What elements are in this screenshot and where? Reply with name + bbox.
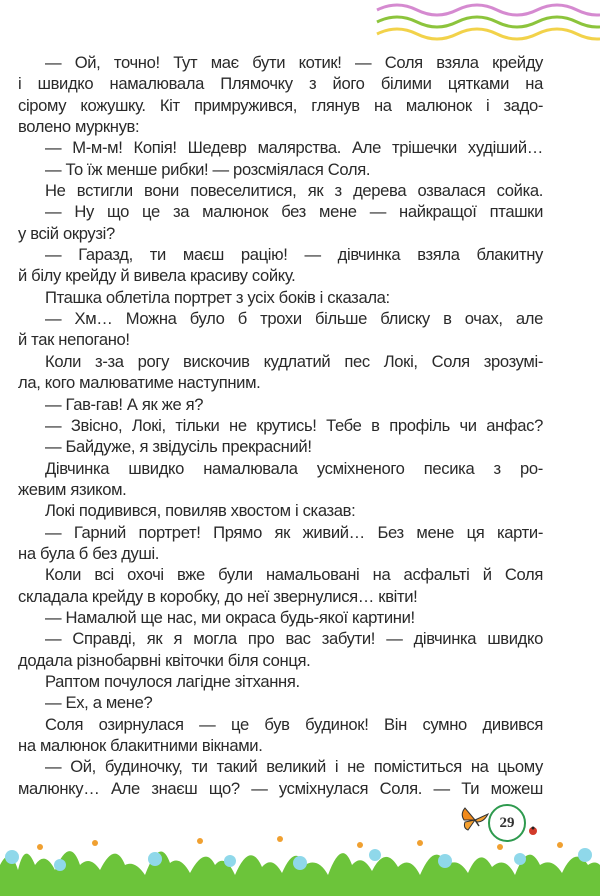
text-line: — Ех, а мене? (45, 693, 153, 713)
text-line: Дівчинка швидко намалювала усміхненого песика з ро- (45, 458, 543, 478)
text-line: — Ой, будиночку, ти такий великий і не поміститься на цьому (45, 757, 543, 777)
text-line: малюнку… Але знаєш що? — усміхнулася Соля. — Ти можеш (18, 778, 543, 798)
text-line: — Ну що це за малюнок без мене — найкращої пташки (45, 202, 543, 222)
text-line: Раптом почулося лагідне зітхання. (45, 671, 300, 691)
text-line: — М-м-м! Копія! Шедевр малярства. Але трішечки худіший… (45, 138, 543, 158)
text-line: на була б без душі. (18, 543, 160, 563)
text-line: жевим язиком. (18, 479, 127, 499)
grass-flowers-decoration (0, 835, 600, 896)
text-line: додала різнобарвні квіточки біля сонця. (18, 650, 311, 670)
text-line: Не встигли вони повеселитися, як з дерева озвалася сойка. (45, 181, 543, 201)
text-line: волено муркнув: (18, 117, 140, 137)
text-line: Пташка облетіла портрет з усіх боків і сказала: (45, 287, 390, 307)
text-line: на малюнок блакитними вікнами. (18, 736, 263, 755)
text-line: Коли всі охочі вже були намальовані на асфальті й Соля (45, 565, 543, 585)
page-number: 29 (488, 804, 526, 842)
text-line: — Ой, точно! Тут має бути котик! — Соля взяла крейду (45, 53, 543, 72)
text-line: Соля озирнулася — це був будинок! Він сумно дивився (45, 714, 543, 734)
text-line: ла, кого малюватиме наступним. (18, 373, 261, 393)
text-line: у всій окрузі? (18, 223, 115, 243)
text-line: — Хм… Можна було б трохи більше блиску в очах, але (45, 309, 543, 329)
text-line: — Звісно, Локі, тільки не крутись! Тебе в профіль чи анфас? (45, 415, 543, 435)
text-line: Коли з-за рогу вискочив кудлатий пес Локі, Соля зрозумі- (45, 351, 543, 371)
text-line: — Гарний портрет! Прямо як живий… Без мене ця карти- (45, 522, 543, 542)
text-line: складала крейду в коробку, до неї звернулися… квіти! (18, 586, 418, 606)
text-line: — То їж менше рибки! — розсміялася Соля. (45, 159, 371, 179)
story-text (18, 52, 543, 799)
text-line: Локі подивився, повиляв хвостом і сказав: (45, 501, 356, 521)
text-line: — Гав-гав! А як же я? (45, 394, 204, 414)
text-line: і швидко намалювала Плямочку з його білими цятками на (18, 74, 543, 94)
text-line: — Намалюй ще нас, ми окраса будь-якої картини! (45, 607, 415, 627)
text-line: й так непогано! (18, 330, 130, 350)
text-line: — Гаразд, ти маєш рацію! — дівчинка взяла блакитну (45, 245, 543, 265)
text-line: — Справді, як я могла про вас забути! — дівчинка швидко (45, 629, 543, 649)
decorative-wavy-lines (372, 0, 600, 42)
butterfly-icon (460, 806, 490, 832)
text-line: — Байдуже, я звідусіль прекрасний! (45, 437, 312, 457)
text-line: сірому кожушку. Кіт примружився, глянув на малюнок і задо- (18, 95, 543, 115)
text-line: й білу крейду й вивела красиву сойку. (18, 266, 296, 286)
